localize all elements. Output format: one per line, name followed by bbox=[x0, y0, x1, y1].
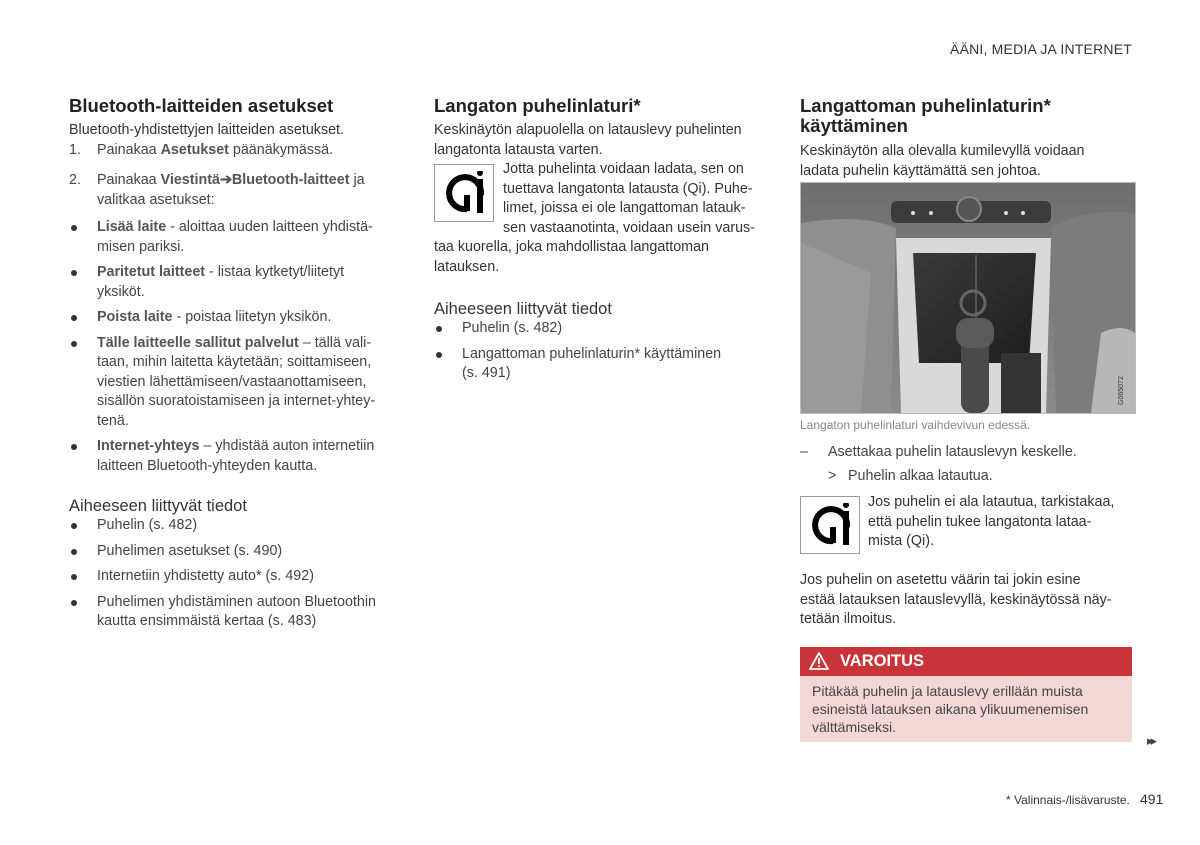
related-link[interactable]: Internetiin yhdistetty auto* (s. 492) bbox=[69, 567, 399, 587]
page-number: 491 bbox=[1140, 791, 1164, 807]
bullet-dot bbox=[71, 549, 77, 555]
related-list bbox=[69, 516, 399, 632]
step-1: 1. Painakaa Asetukset päänäkymässä. bbox=[69, 141, 399, 161]
qi-icon bbox=[800, 496, 860, 554]
bullet-dot bbox=[71, 600, 77, 606]
qi-side-text: Jotta puhelinta voidaan ladata, sen on tuettava langatonta latausta (Qi). Puhe- limet, joissa ei ole langattoman latauk- sen vastaanotinta, voidaan usein varus- bbox=[503, 161, 755, 236]
result-line: > Puhelin alkaa latautua. bbox=[800, 467, 1135, 487]
menu-viestinta: Viestintä bbox=[160, 172, 220, 188]
column-charger-usage bbox=[800, 96, 1135, 181]
setting-name: Poista laite bbox=[97, 309, 173, 325]
warning-header bbox=[800, 647, 1132, 676]
warning-triangle-icon bbox=[809, 652, 829, 670]
charger-photo bbox=[800, 182, 1136, 414]
bullet-dot bbox=[71, 270, 77, 276]
bullet-dot bbox=[71, 574, 77, 580]
settings-bullet: Poista laite - poistaa liitetyn yksikön. bbox=[69, 308, 399, 328]
settings-bullet-list bbox=[69, 218, 399, 476]
error-paragraph: Jos puhelin on asetettu väärin tai jokin esine estää latauksen latauslevyllä, keskinäytössä näy- tetään ilmoitus. bbox=[800, 572, 1112, 627]
settings-bullet: Internet-yhteys – yhdistää auton internetiin laitteen Bluetooth-yhteyden kautta. bbox=[69, 437, 399, 476]
related-link[interactable]: Puhelimen yhdistäminen autoon Bluetoothin kautta ensimmäistä kertaa (s. 483) bbox=[69, 593, 399, 632]
intro-text: Keskinäytön alla olevalla kumilevyllä voidaan ladata puhelin käyttämättä sen johtoa. bbox=[800, 143, 1085, 179]
related-list bbox=[434, 319, 769, 384]
section-title: Bluetooth-laitteiden asetukset bbox=[69, 95, 334, 116]
step-number: 2. bbox=[69, 172, 81, 188]
setting-name: Internet-yhteys bbox=[97, 438, 200, 454]
intro-text: Keskinäytön alapuolella on latauslevy puhelinten langatonta latausta varten. bbox=[434, 122, 742, 158]
qi-note: Jos puhelin ei ala latautua, tarkistakaa, että puhelin tukee langatonta lataa- mista (Qi). bbox=[868, 494, 1115, 549]
bullet-dot bbox=[71, 523, 77, 529]
qi-info-block bbox=[434, 160, 769, 238]
warning-title: VAROITUS bbox=[840, 652, 925, 670]
related-link[interactable]: Puhelin (s. 482) bbox=[69, 516, 399, 536]
related-title: Aiheeseen liittyvät tiedot bbox=[434, 300, 612, 318]
photo-caption: Langaton puhelinlaturi vaihdevivun edessä. bbox=[800, 418, 1031, 432]
settings-bullet: Paritetut laitteet - listaa kytketyt/liitetyt yksiköt. bbox=[69, 263, 399, 302]
setting-name: Lisää laite bbox=[97, 219, 167, 235]
related-link[interactable]: Puhelin (s. 482) bbox=[434, 319, 769, 339]
bullet-dot bbox=[71, 444, 77, 450]
photo-code: G065072 bbox=[1118, 376, 1125, 405]
footnote: * Valinnais-/lisävaruste. bbox=[1006, 793, 1130, 807]
page-header-title: ÄÄNI, MEDIA JA INTERNET bbox=[950, 41, 1132, 57]
section-title: Langaton puhelinlaturi* bbox=[434, 95, 641, 116]
continue-arrows-icon: ▸▸ bbox=[1147, 733, 1155, 748]
bullet-dot bbox=[436, 352, 442, 358]
menu-bluetooth-devices: Bluetooth-laitteet bbox=[231, 172, 350, 188]
column-wireless-charger bbox=[434, 96, 769, 384]
bullet-dot bbox=[71, 341, 77, 347]
setting-name: Paritetut laitteet bbox=[97, 264, 206, 280]
related-title: Aiheeseen liittyvät tiedot bbox=[69, 497, 247, 515]
warning-body: Pitäkää puhelin ja latauslevy erillään muista esineistä latauksen aikana ylikuumenemisen välttämiseksi. bbox=[800, 676, 1132, 742]
dash-marker: – bbox=[800, 444, 808, 460]
settings-bullet: Lisää laite - aloittaa uuden laitteen yhdistä- misen pariksi. bbox=[69, 218, 399, 257]
qi-after-text: taa kuorella, joka mahdollistaa langattoman latauksen. bbox=[434, 239, 709, 275]
menu-asetukset: Asetukset bbox=[160, 141, 229, 158]
column-bluetooth-settings bbox=[69, 96, 399, 632]
step-number: 1. bbox=[69, 141, 81, 158]
arrow-icon: ➔ bbox=[219, 172, 232, 188]
intro-text: Bluetooth-yhdistettyjen laitteiden asetukset. bbox=[69, 122, 344, 138]
step-2: 2. Painakaa Viestintä➔Bluetooth-laitteet ja valitkaa asetukset: bbox=[69, 172, 365, 208]
instruction-step: – Asettakaa puhelin latauslevyn keskelle. > Puhelin alkaa latautua. bbox=[800, 443, 1135, 486]
bullet-dot bbox=[71, 225, 77, 231]
bullet-dot bbox=[71, 315, 77, 321]
setting-name: Tälle laitteelle sallitut palvelut bbox=[97, 334, 299, 351]
result-marker: > bbox=[828, 467, 837, 484]
section-title: Langattoman puhelinlaturin* käyttäminen bbox=[800, 95, 1051, 136]
related-link[interactable]: Puhelimen asetukset (s. 490) bbox=[69, 542, 399, 562]
related-link[interactable]: Langattoman puhelinlaturin* käyttäminen (s. 491) bbox=[434, 345, 769, 384]
bullet-dot bbox=[436, 326, 442, 332]
settings-bullet: Tälle laitteelle sallitut palvelut – tällä vali- taan, mihin laitetta käytetään; soittamiseen, viestien lähettämiseen/vastaanottamiseen, sisällön suoratoistamiseen ja internet-yhtey- tenä. bbox=[69, 334, 399, 432]
qi-icon bbox=[434, 164, 494, 222]
